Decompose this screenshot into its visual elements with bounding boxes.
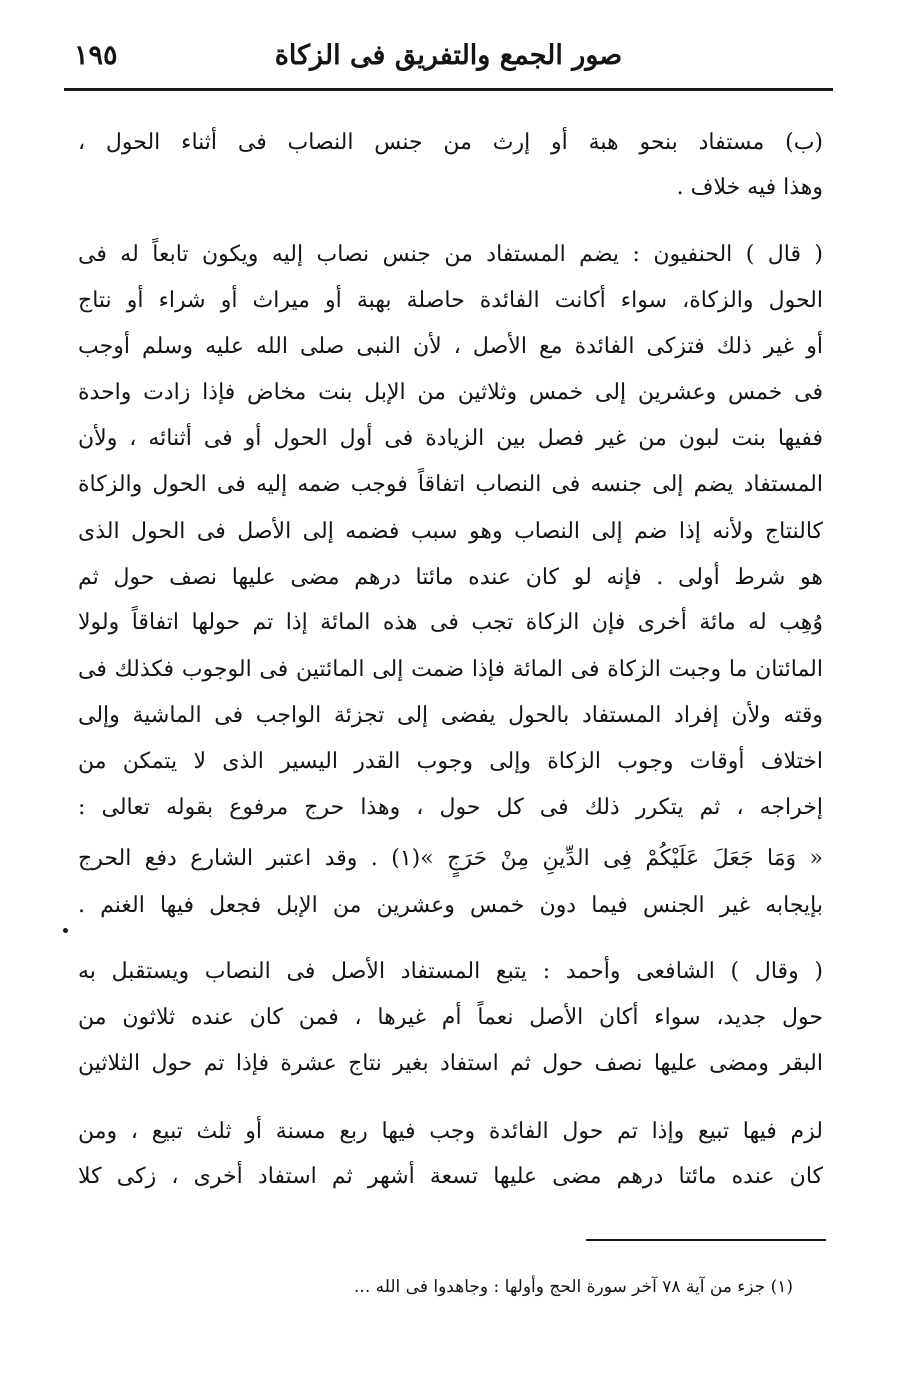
text-line: كالنتاج ولأنه إذا ضم إلى النصاب وهو سبب فضمه إلى الأصل فى الحول الذى: [78, 519, 823, 544]
text-line: هو شرط أولى . فإنه لو كان عنده مائتا درهم مضى عليها نصف حول ثم: [78, 565, 823, 590]
chapter-title: صور الجمع والتفريق فى الزكاة: [274, 40, 623, 71]
text-line: ( قال ) الحنفيون : يضم المستفاد من جنس نصاب إليه ويكون تابعاً له فى: [78, 242, 823, 267]
text-line: (ب) مستفاد بنحو هبة أو إرث من جنس النصاب فى أثناء الحول ،: [78, 130, 823, 155]
header-rule: [64, 88, 833, 91]
margin-dot: [63, 928, 68, 933]
text-line: الحول والزكاة، سواء أكانت الفائدة حاصلة بهبة أو ميراث أو شراء أو نتاج: [78, 288, 823, 313]
text-line: المائتان ما وجبت الزكاة فى المائة فإذا ضمت إلى المائتين فى الوجوب فكذلك فى: [78, 657, 823, 682]
quran-verse-line: « وَمَا جَعَلَ عَلَيْكُمْ فِى الدِّينِ مِنْ حَرَجٍ »(١) . وقد اعتبر الشارع دفع الحرج: [78, 846, 823, 871]
text-line: ففيها بنت لبون من غير فصل بين الزيادة فى أول الحول أو فى أثنائه ، ولأن: [78, 426, 823, 451]
text-line: ( وقال ) الشافعى وأحمد : يتبع المستفاد الأصل فى النصاب ويستقبل به: [78, 959, 823, 984]
text-line: بإيجابه غير الجنس فيما دون خمس وعشرين من الإبل فجعل فيها الغنم .: [78, 893, 823, 918]
text-line: البقر ومضى عليها نصف حول ثم استفاد بغير نتاج عشرة فإذا تم حول الثلاثين: [78, 1051, 823, 1076]
footnote-rule: [586, 1239, 826, 1241]
text-line: إخراجه ، ثم يتكرر ذلك فى كل حول ، وهذا حرج مرفوع بقوله تعالى :: [78, 795, 823, 820]
text-line: المستفاد يضم إلى جنسه فى النصاب اتفاقاً فوجب ضمه إليه فى الحول والزكاة: [78, 472, 823, 497]
text-line: وُهِب له مائة أخرى فإن الزكاة تجب فى هذه المائة إذا تم حولها اتفاقاً ولولا: [78, 610, 823, 635]
text-line: أو غير ذلك فتزكى الفائدة مع الأصل ، لأن النبى صلى الله عليه وسلم أوجب: [78, 334, 823, 359]
text-line: فى خمس وعشرين إلى خمس وثلاثين من الإبل بنت مخاض فإذا زادت واحدة: [78, 380, 823, 405]
running-header: [64, 30, 833, 86]
text-line: وقته ولأن إفراد المستفاد بالحول يفضى إلى تجزئة الواجب فى الماشية وإلى: [78, 703, 823, 728]
footnote: (١) جزء من آية ٧٨ آخر سورة الحج وأولها : وجاهدوا فى الله ...: [354, 1277, 793, 1297]
page-number: ١٩٥: [74, 40, 118, 71]
text-line: وهذا فيه خلاف .: [676, 175, 823, 200]
text-line: لزم فيها تبيع وإذا تم حول الفائدة وجب فيها ربع مسنة أو ثلث تبيع ، ومن: [78, 1119, 823, 1144]
text-line: حول جديد، سواء أكان الأصل نعماً أم غيرها ، فمن كان عنده ثلاثون من: [78, 1005, 823, 1030]
text-line: كان عنده مائتا درهم مضى عليها تسعة أشهر ثم استفاد أخرى ، زكى كلا: [78, 1164, 823, 1189]
text-line: اختلاف أوقات وجوب الزكاة وإلى وجوب القدر اليسير الذى لا يتمكن من: [78, 749, 823, 774]
